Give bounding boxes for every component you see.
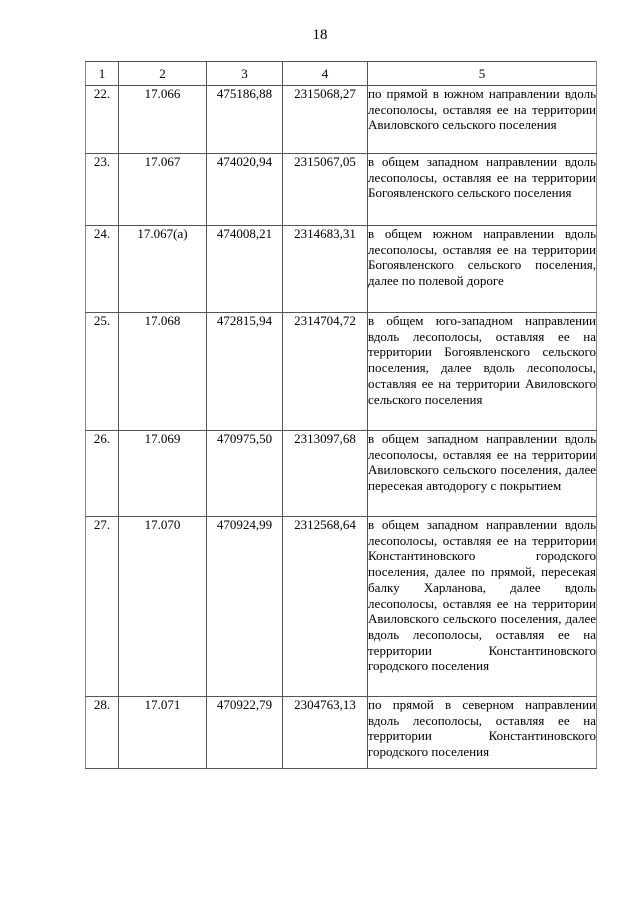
point-id: 17.071 <box>119 697 207 769</box>
header-col-3: 3 <box>207 62 283 86</box>
route-description: по прямой в южном направлении вдоль лесополосы, оставляя ее на территории Авиловского сельского поселения <box>368 86 597 154</box>
header-col-4: 4 <box>283 62 368 86</box>
coord-y: 2313097,68 <box>283 431 368 517</box>
coord-x: 470924,99 <box>207 517 283 697</box>
coord-x: 470922,79 <box>207 697 283 769</box>
coord-x: 475186,88 <box>207 86 283 154</box>
point-id: 17.068 <box>119 313 207 431</box>
table-row <box>86 313 597 431</box>
route-description: в общем юго-западном направлении вдоль лесополосы, оставляя ее на территории Богоявленского сельского поселения, далее вдоль лесополосы, оставляя ее на территории Авиловского сельского поселения <box>368 313 597 431</box>
table-row <box>86 86 597 154</box>
coord-y: 2304763,13 <box>283 697 368 769</box>
point-id: 17.069 <box>119 431 207 517</box>
point-id: 17.067(а) <box>119 226 207 313</box>
row-number: 22. <box>86 86 119 154</box>
row-number: 26. <box>86 431 119 517</box>
table-row <box>86 431 597 517</box>
coord-x: 474008,21 <box>207 226 283 313</box>
page-number: 18 <box>312 27 328 43</box>
table-row <box>86 226 597 313</box>
row-number: 23. <box>86 154 119 226</box>
coord-x: 470975,50 <box>207 431 283 517</box>
row-number: 25. <box>86 313 119 431</box>
coord-y: 2314683,31 <box>283 226 368 313</box>
header-col-5: 5 <box>368 62 597 86</box>
point-id: 17.067 <box>119 154 207 226</box>
coord-y: 2314704,72 <box>283 313 368 431</box>
coord-y: 2315068,27 <box>283 86 368 154</box>
table-row <box>86 517 597 697</box>
row-number: 24. <box>86 226 119 313</box>
point-id: 17.066 <box>119 86 207 154</box>
header-col-2: 2 <box>119 62 207 86</box>
route-description: в общем южном направлении вдоль лесополосы, оставляя ее на территории Богоявленского сельского поселения, далее по полевой дороге <box>368 226 597 313</box>
route-description: в общем западном направлении вдоль лесополосы, оставляя ее на территории Авиловского сельского поселения, далее пересекая автодорогу с покрытием <box>368 431 597 517</box>
boundary-table <box>85 61 597 769</box>
row-number: 28. <box>86 697 119 769</box>
table-row <box>86 697 597 769</box>
header-col-1: 1 <box>86 62 119 86</box>
row-number: 27. <box>86 517 119 697</box>
route-description: в общем западном направлении вдоль лесополосы, оставляя ее на территории Константиновского городского поселения, далее по прямой, пересекая балку Харланова, далее вдоль лесополосы, оставляя ее на территории Авиловского сельского поселения, далее вдоль лесополосы, оставляя ее на территории Константиновского городского поселения <box>368 517 597 697</box>
coord-y: 2315067,05 <box>283 154 368 226</box>
route-description: в общем западном направлении вдоль лесополосы, оставляя ее на территории Богоявленского сельского поселения <box>368 154 597 226</box>
coord-x: 474020,94 <box>207 154 283 226</box>
point-id: 17.070 <box>119 517 207 697</box>
header-row <box>86 62 597 86</box>
coord-x: 472815,94 <box>207 313 283 431</box>
table-row <box>86 154 597 226</box>
coord-y: 2312568,64 <box>283 517 368 697</box>
route-description: по прямой в северном направлении вдоль лесополосы, оставляя ее на территории Константиновского городского поселения <box>368 697 597 769</box>
